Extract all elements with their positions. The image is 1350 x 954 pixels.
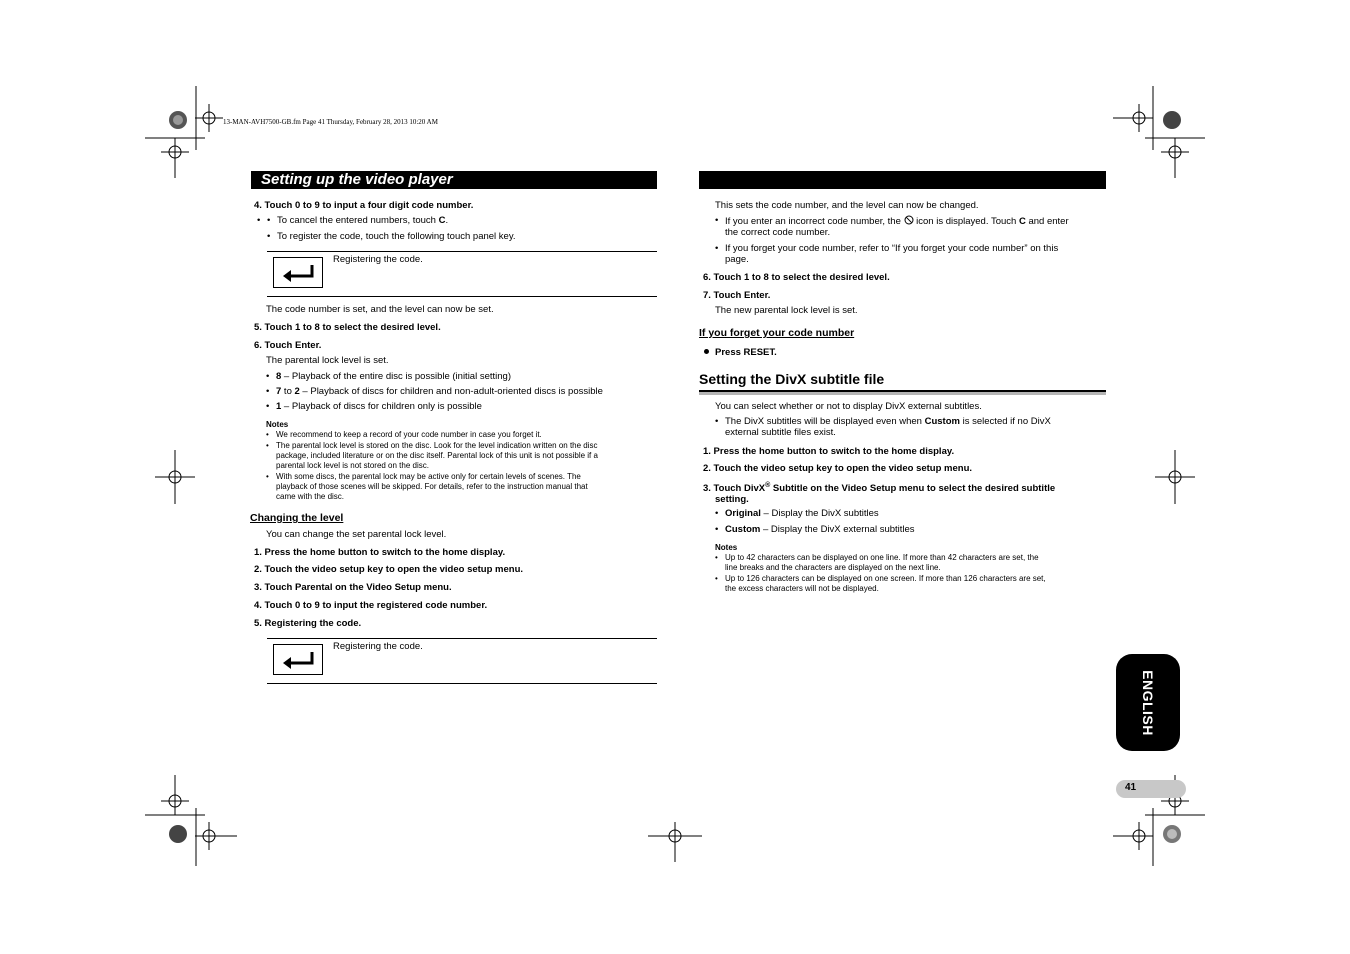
- language-tab: [1116, 654, 1180, 751]
- bullet-incorrect-code: • If you enter an incorrect code number, the icon is displayed. Touch C and enter the correct code number.: [715, 215, 1069, 238]
- step-4: 4. Touch 0 to 9 to input a four digit code number.: [254, 200, 474, 211]
- section-bar-right: [699, 171, 1106, 189]
- bullet-forget-code: • If you forget your code number, refer to “If you forget your code number” on this page.: [715, 243, 1059, 265]
- change-step-4: 4. Touch 0 to 9 to input the registered code number.: [254, 600, 488, 611]
- option-custom: • Custom – Display the DivX external subtitles: [715, 524, 915, 535]
- subheading-forget-code: If you forget your code number: [699, 327, 855, 339]
- note-3: • With some discs, the parental lock may be active only for certain levels of scenes. The playback of those scenes will be skipped. For details, refer to the instruction manual that came with the disc.: [266, 472, 588, 501]
- page-number: 41: [1125, 782, 1137, 793]
- notes-heading-right: Notes: [715, 543, 738, 552]
- bullet-cancel: • • To cancel the entered numbers, touch C.: [277, 215, 448, 226]
- right-note-2: • Up to 126 characters can be displayed on one screen. If more than 126 characters are set, the excess characters will not be displayed.: [715, 574, 1046, 593]
- enter-key-icon: [282, 650, 316, 670]
- bullet-register: • To register the code, touch the following touch panel key.: [267, 231, 516, 242]
- right-note-1: • Up to 42 characters can be displayed on one line. If more than 42 characters are set, the line breaks and the characters are displayed on the next line.: [715, 553, 1039, 572]
- step-5: 5. Touch 1 to 8 to select the desired level.: [254, 322, 441, 333]
- step-6: 6. Touch Enter.: [254, 340, 322, 351]
- right-step-6: 6. Touch 1 to 8 to select the desired level.: [703, 272, 890, 283]
- notes-heading: Notes: [266, 420, 289, 429]
- change-step-2: 2. Touch the video setup key to open the video setup menu.: [254, 564, 524, 575]
- section-title-bar: [251, 171, 657, 189]
- heading-divx-subtitle: Setting the DivX subtitle file: [699, 371, 885, 387]
- key-description-2: Registering the code.: [333, 641, 423, 652]
- divx-bullet-1: • The DivX subtitles will be displayed even when Custom is selected if no DivX external subtitle files exist.: [715, 416, 1051, 438]
- right-intro: This sets the code number, and the level can now be changed.: [715, 200, 979, 211]
- level-1: • 1 – Playback of discs for children only is possible: [266, 401, 482, 412]
- divx-step-3: 3. Touch DivX® Subtitle on the Video Setup menu to select the desired subtitle setting.: [703, 482, 1056, 506]
- subheading-changing-level: Changing the level: [250, 512, 344, 524]
- enter-key-button[interactable]: [273, 257, 323, 288]
- divx-step-1: 1. Press the home button to switch to the home display.: [703, 446, 955, 457]
- change-step-1: 1. Press the home button to switch to the home display.: [254, 547, 506, 558]
- level-7-2: • 7 to 2 – Playback of discs for children and non-adult-oriented discs is possible: [266, 386, 603, 397]
- change-step-5: 5. Registering the code.: [254, 618, 362, 629]
- enter-key-icon: [282, 263, 316, 283]
- divx-intro: You can select whether or not to display DivX external subtitles.: [715, 401, 982, 412]
- section-title: Setting up the video player: [261, 171, 453, 188]
- code-set-text: The code number is set, and the level can now be set.: [266, 304, 494, 315]
- change-intro: You can change the set parental lock level.: [266, 529, 447, 540]
- divx-step-2: 2. Touch the video setup key to open the video setup menu.: [703, 463, 973, 474]
- language-tab-label: ENGLISH: [1140, 669, 1156, 736]
- level-8: • 8 – Playback of the entire disc is possible (initial setting): [266, 371, 511, 382]
- right-step-7: 7. Touch Enter.: [703, 290, 771, 301]
- new-level-text: The new parental lock level is set.: [715, 305, 858, 316]
- press-reset: Press RESET.: [704, 347, 777, 358]
- file-slug: 13-MAN-AVH7500-GB.fm Page 41 Thursday, February 28, 2013 10:20 AM: [223, 118, 438, 126]
- note-2: • The parental lock level is stored on the disc. Look for the level indication written on the disc package, included literature or on the disc itself. Parental lock of this unit is not possible if a parental lock level is not stored on the disc.: [266, 441, 598, 470]
- page-number-badge: [1116, 780, 1186, 798]
- enter-key-button-2[interactable]: [273, 644, 323, 675]
- option-original: • Original – Display the DivX subtitles: [715, 508, 879, 519]
- key-description: Registering the code.: [333, 254, 423, 265]
- note-1: • We recommend to keep a record of your code number in case you forget it.: [266, 430, 542, 439]
- prohibited-icon: [904, 215, 914, 225]
- change-step-3: 3. Touch Parental on the Video Setup menu.: [254, 582, 452, 593]
- lock-set-text: The parental lock level is set.: [266, 355, 389, 366]
